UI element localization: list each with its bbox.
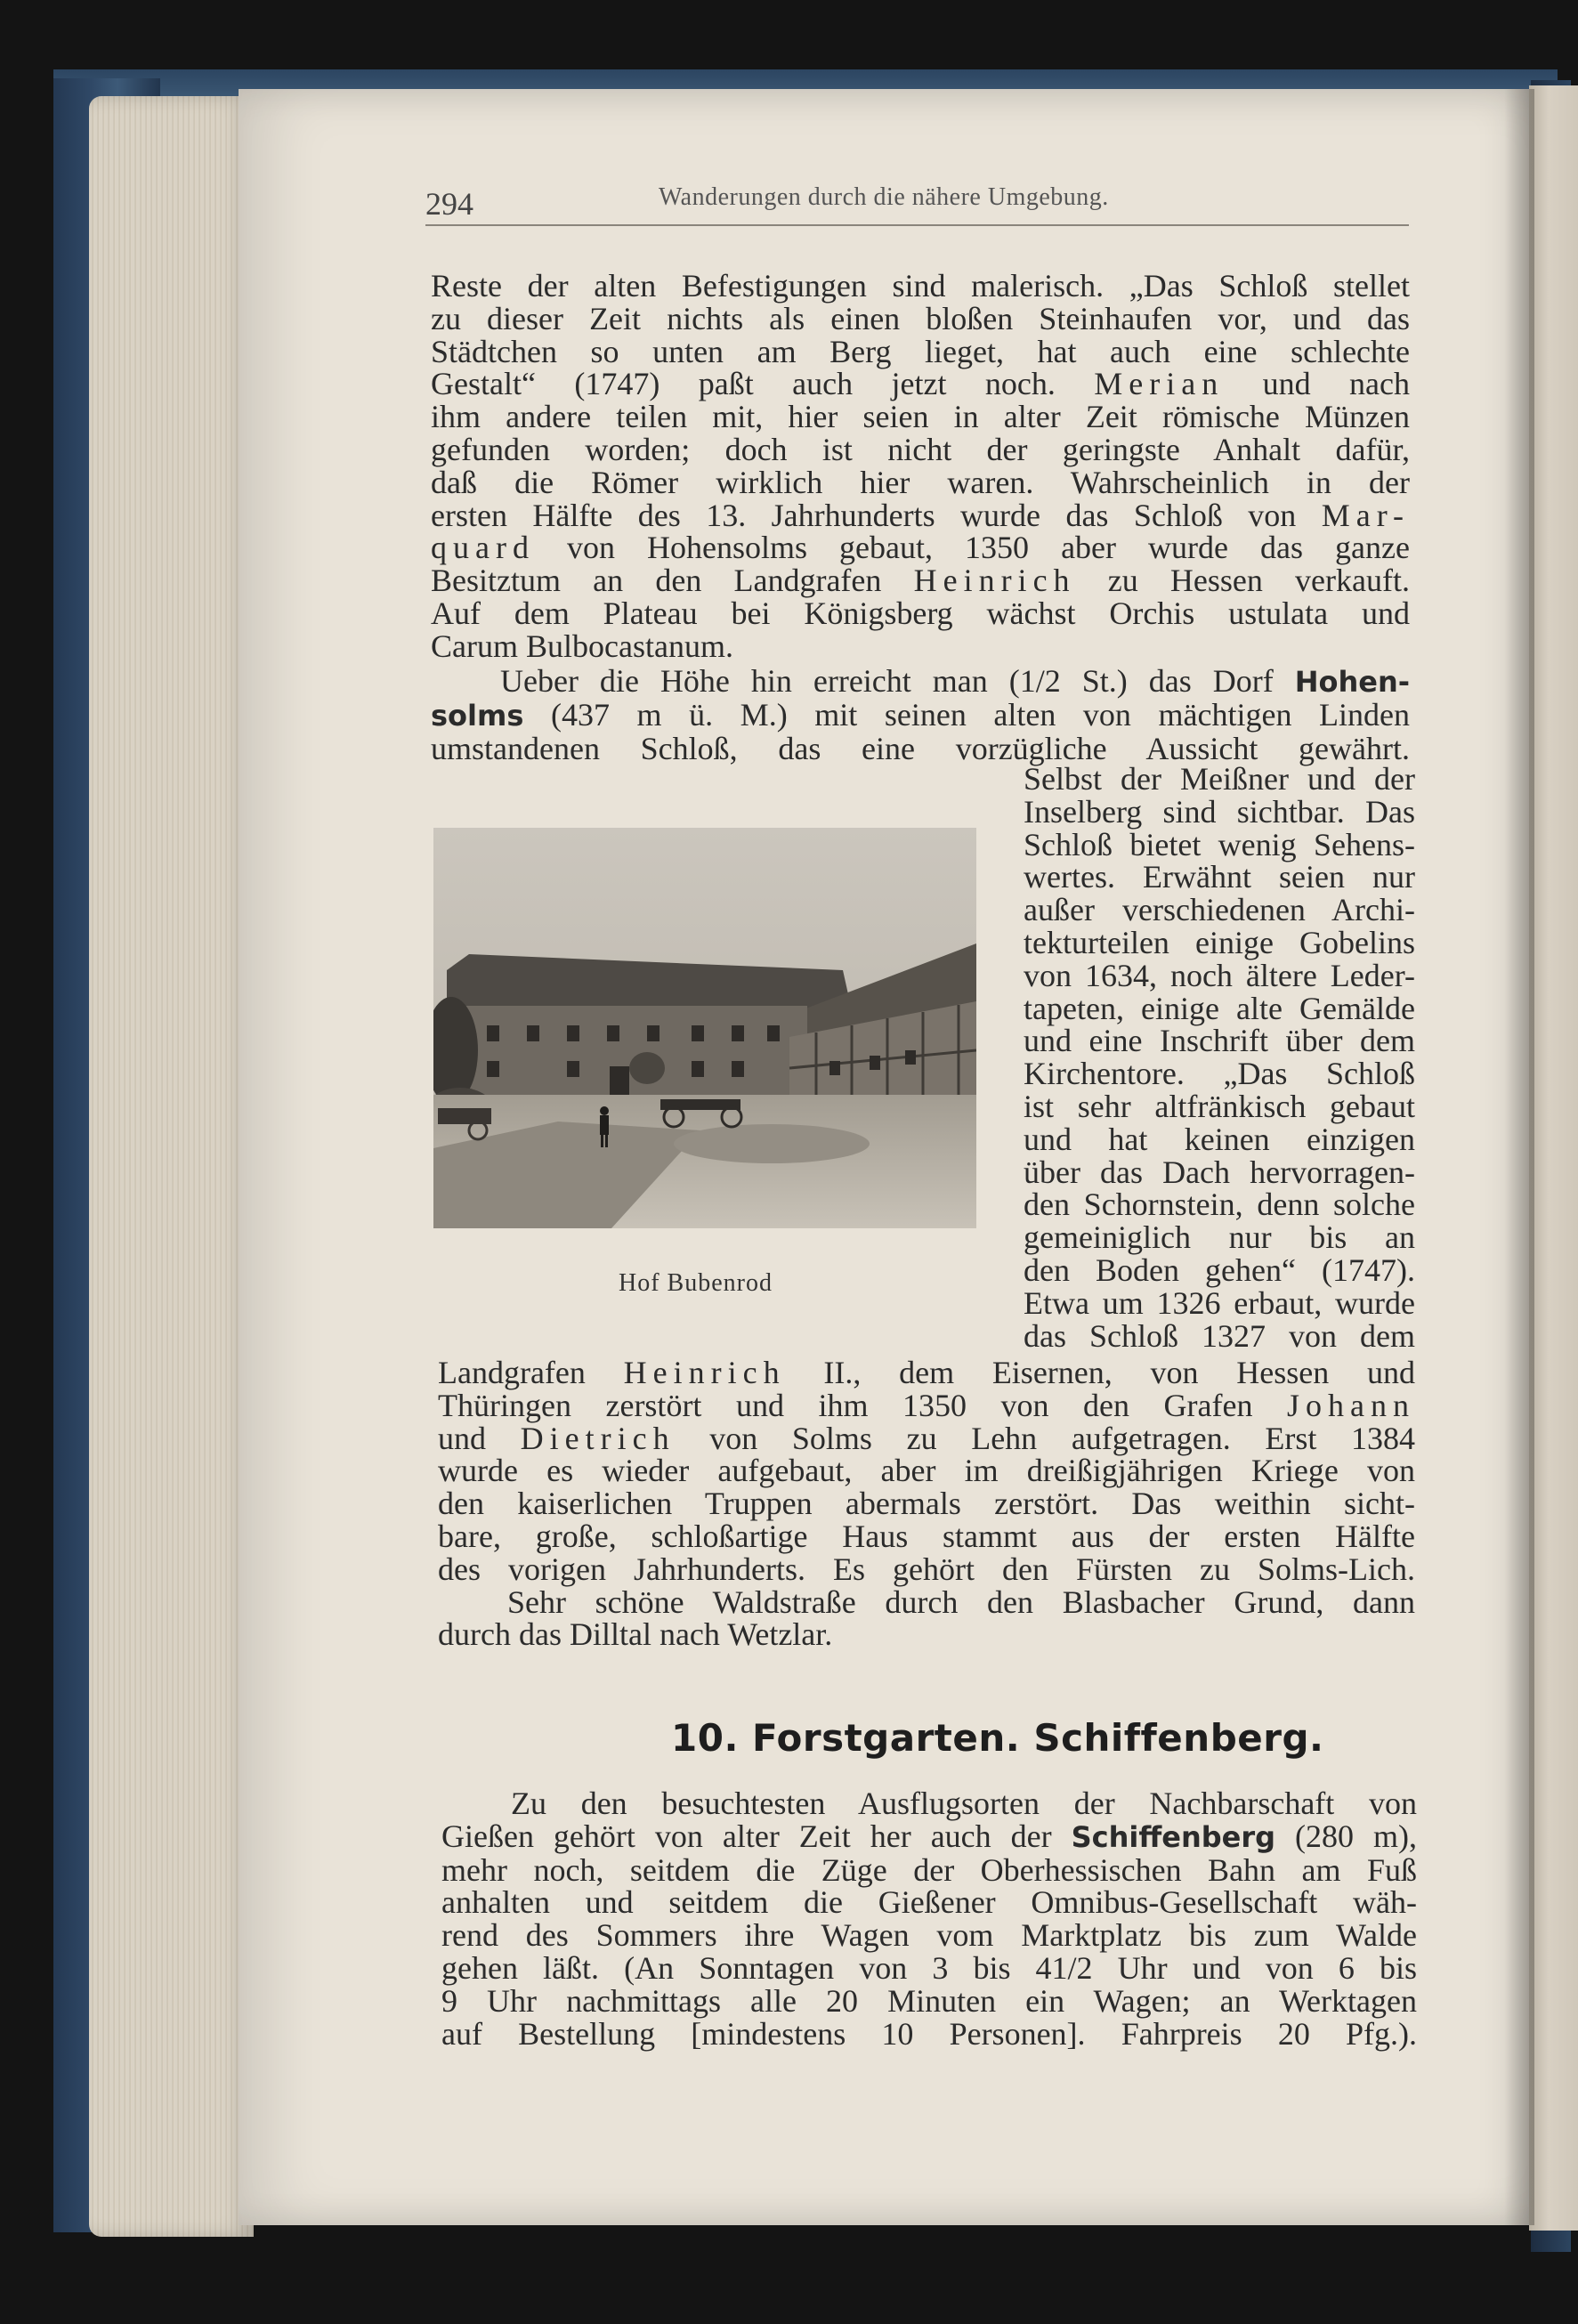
text-line: den Schornstein, denn solche <box>1024 1186 1415 1223</box>
paragraph-reste <box>431 270 1410 663</box>
gutter-shadow <box>1504 89 1534 2225</box>
side-column-text <box>1024 763 1415 1352</box>
text-line: Gießen gehört von alter Zeit her auch der Schiffenberg (280 m), <box>441 1818 1417 1854</box>
text-line: und eine Inschrift über dem <box>1024 1023 1415 1059</box>
text-line: über das Dach hervorragen- <box>1024 1154 1415 1190</box>
spaced-name: Johann <box>1287 1387 1415 1423</box>
header-rule <box>425 224 1409 226</box>
photo-hof-bubenrod <box>433 828 976 1228</box>
facing-page-edge <box>1529 85 1578 2231</box>
spaced-name: Mar- <box>1321 497 1410 533</box>
figure-caption: Hof Bubenrod <box>619 1269 773 1297</box>
text-line: ersten Hälfte des 13. Jahrhunderts wurde das Schloß von Mar- <box>431 497 1410 533</box>
text-line: solms (437 m ü. M.) mit seinen alten von mächtigen Linden <box>431 696 1410 733</box>
page-number: 294 <box>425 186 473 222</box>
text-line: quard von Hohensolms gebaut, 1350 aber wurde das ganze <box>431 530 1410 566</box>
text-line: Carum Bulbocastanum. <box>431 628 733 664</box>
text-line: Zu den besuchtesten Ausflugsorten der Nachbarschaft von <box>511 1786 1417 1821</box>
bold-place-name: Schiffenberg <box>1071 1819 1276 1854</box>
text-line: rend des Sommers ihre Wagen vom Marktplatz bis zum Walde <box>441 1917 1417 1954</box>
text-line: tapeten, einige alte Gemälde <box>1024 990 1415 1026</box>
text-line: Thüringen zerstört und ihm 1350 von den Grafen Johann <box>438 1387 1415 1423</box>
text-line: Selbst der Meißner und der <box>1024 761 1415 797</box>
text-line: bare, große, schloßartige Haus stammt aus der ersten Hälfte <box>438 1518 1415 1554</box>
text-line: Besitztum an den Landgrafen Heinrich zu Hessen verkauft. <box>431 563 1410 599</box>
text-line: den Boden gehen“ (1747). <box>1024 1251 1415 1288</box>
text-line: außer verschiedenen Archi- <box>1024 892 1415 928</box>
text-line: mehr noch, seitdem die Züge der Oberhessischen Bahn am Fuß <box>441 1851 1417 1888</box>
text-line: 9 Uhr nachmittags alle 20 Minuten ein Wagen; an Werktagen <box>441 1982 1417 2019</box>
page-edges <box>89 96 254 2237</box>
text-line: das Schloß 1327 von dem <box>1024 1317 1415 1354</box>
running-title: Wanderungen durch die nähere Umgebung. <box>659 183 1109 211</box>
paragraph-landgrafen <box>438 1356 1415 1651</box>
farmyard-illustration <box>433 828 976 1228</box>
text-line: Etwa um 1326 erbaut, wurde <box>1024 1284 1415 1321</box>
text-line: anhalten und seitdem die Gießener Omnibus-Gesellschaft wäh- <box>441 1884 1417 1921</box>
text-line: zu dieser Zeit nichts als einen bloßen Steinhaufen vor, und das <box>431 300 1410 336</box>
text-line: Sehr schöne Waldstraße durch den Blasbacher Grund, dann <box>507 1583 1415 1620</box>
text-line: wertes. Erwähnt seien nur <box>1024 859 1415 895</box>
text-line: durch das Dilltal nach Wetzlar. <box>438 1616 833 1653</box>
text-line: von 1634, noch ältere Leder- <box>1024 957 1415 993</box>
text-line: Ueber die Höhe hin erreicht man (1/2 St.) das Dorf Hohen- <box>500 663 1410 699</box>
spaced-name: Heinrich <box>913 563 1076 599</box>
text-line: Landgrafen Heinrich II., dem Eisernen, von Hessen und <box>438 1355 1415 1390</box>
text-line: ihm andere teilen mit, hier seien in alter Zeit römische Münzen <box>431 399 1410 435</box>
text-line: Auf dem Plateau bei Königsberg wächst Orchis ustulata und <box>431 595 1410 631</box>
spaced-name: quard <box>431 530 535 566</box>
text-line: Gestalt“ (1747) paßt auch jetzt noch. Merian und nach <box>431 366 1410 402</box>
text-line: ist sehr altfränkisch gebaut <box>1024 1088 1415 1124</box>
text-line: des vorigen Jahrhunderts. Es gehört den Fürsten zu Solms-Lich. <box>438 1551 1415 1587</box>
spaced-name: Dietrich <box>520 1420 676 1456</box>
text-line: und hat keinen einzigen <box>1024 1121 1415 1157</box>
text-line: daß die Römer wirklich hier waren. Wahrscheinlich in der <box>431 464 1410 500</box>
text-line: gemeiniglich nur bis an <box>1024 1219 1415 1256</box>
text-line: und Dietrich von Solms zu Lehn aufgetragen. Erst 1384 <box>438 1420 1415 1456</box>
text-line: wurde es wieder aufgebaut, aber im dreißigjährigen Kriege von <box>438 1453 1415 1489</box>
bold-place-name: Hohen- <box>1294 665 1410 699</box>
spaced-name: Heinrich <box>623 1355 786 1390</box>
text-line: gehen läßt. (An Sonntagen von 3 bis 41/2 Uhr und von 6 bis <box>441 1949 1417 1986</box>
text-line: auf Bestellung [mindestens 10 Personen]. Fahrpreis 20 Pfg.). <box>441 2015 1417 2052</box>
text-line: Inselberg sind sichtbar. Das <box>1024 793 1415 830</box>
text-line: den kaiserlichen Truppen abermals zerstört. Das weithin sicht- <box>438 1486 1415 1522</box>
spaced-name: Merian <box>1094 366 1225 402</box>
bold-place-name: solms <box>431 698 524 733</box>
text-line: Städtchen so unten am Berg lieget, hat auch eine schlechte <box>431 333 1410 369</box>
section-heading: 10. Forstgarten. Schiffenberg. <box>671 1716 1324 1760</box>
text-line: Reste der alten Befestigungen sind malerisch. „Das Schloß stellet <box>431 268 1410 304</box>
text-line: tekturteilen einige Gobelins <box>1024 924 1415 960</box>
paragraph-schiffenberg <box>441 1787 1417 2050</box>
text-line: umstandenen Schloß, das eine vorzügliche Aussicht gewährt. <box>431 730 1410 766</box>
text-line: gefunden worden; doch ist nicht der geringste Anhalt dafür, <box>431 431 1410 467</box>
text-line: Schloß bietet wenig Sehens- <box>1024 826 1415 862</box>
paragraph-hohensolms <box>431 665 1410 765</box>
text-line: Kirchentore. „Das Schloß <box>1024 1056 1415 1092</box>
